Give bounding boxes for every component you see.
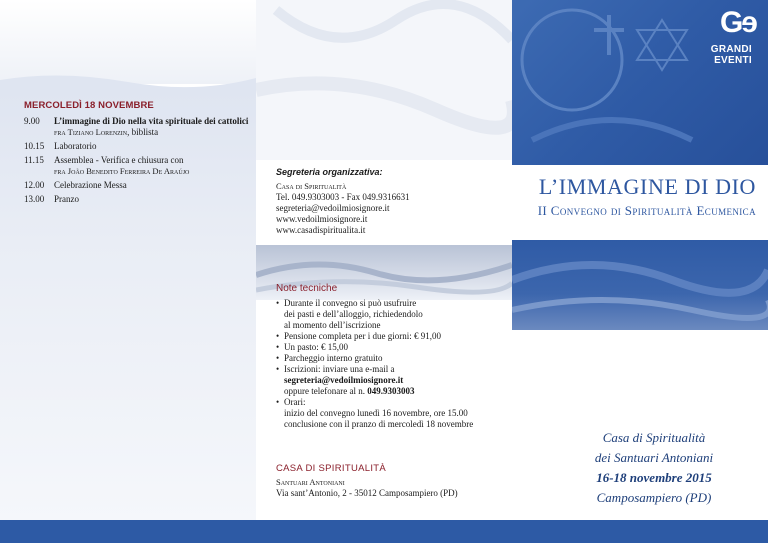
- notes-title: Note tecniche: [276, 283, 338, 294]
- segreteria-email[interactable]: segreteria@vedoilmiosignore.it: [276, 203, 390, 213]
- footer-band: [0, 520, 768, 543]
- event-info: [554, 428, 754, 508]
- casa-address-block: [276, 477, 458, 499]
- schedule-row: [24, 116, 249, 138]
- logo-line-1: GRANDI: [710, 44, 752, 55]
- middle-panel: [256, 0, 512, 520]
- schedule-row: [24, 141, 249, 152]
- schedule-row: [24, 194, 249, 205]
- info-venue: Casa di Spiritualità: [602, 430, 706, 445]
- right-band-decoration: [512, 240, 768, 330]
- note-item: • Un pasto: € 15,00: [276, 342, 506, 353]
- event-title: L’IMMAGINE DI DIO: [538, 174, 756, 199]
- segreteria-web-1[interactable]: www.vedoilmiosignore.it: [276, 214, 368, 224]
- info-venue-sub: dei Santuari Antoniani: [594, 450, 714, 465]
- info-location: Camposampiero (PD): [596, 490, 712, 505]
- segreteria-name: Casa di Spiritualità: [276, 181, 347, 191]
- schedule-time: 11.15: [24, 155, 44, 165]
- schedule-text: Celebrazione Messa: [54, 180, 127, 190]
- schedule-row: [24, 155, 249, 177]
- schedule-text: Laboratorio: [54, 141, 97, 151]
- schedule-speaker: fra Tiziano Lorenzin: [54, 127, 128, 137]
- day-title: MERCOLEDÌ 18 NOVEMBRE: [24, 100, 154, 111]
- schedule-text: L’immagine di Dio nella vita spirituale dei cattolici: [54, 116, 249, 126]
- schedule-speaker: fra João Benedito Ferreira De Araújo: [54, 166, 190, 176]
- note-item: • Pensione completa per i due giorni: € 91,00: [276, 331, 506, 342]
- schedule-list: [24, 116, 249, 208]
- schedule-time: 9.00: [24, 116, 40, 126]
- middle-watermark-decoration: [256, 0, 512, 160]
- note-item: • Iscrizioni: inviare una e-mail a segreteria@vedoilmiosignore.it oppure telefonare al n. 049.9303003: [276, 364, 506, 397]
- event-subtitle: II Convegno di Spiritualità Ecumenica: [537, 203, 756, 218]
- schedule-time: 10.15: [24, 141, 45, 151]
- hero-image: [512, 0, 768, 165]
- schedule-text: Pranzo: [54, 194, 79, 204]
- middle-top-area: [256, 0, 512, 160]
- schedule-section: [0, 92, 256, 520]
- casa-address: Via sant’Antonio, 2 - 35012 Camposampiero (PD): [276, 488, 458, 498]
- logo-line-2: EVENTI: [714, 55, 752, 66]
- logo-letters: Gɘ: [719, 6, 756, 39]
- notes-phone: 049.9303003: [367, 386, 415, 396]
- schedule-time: 13.00: [24, 194, 45, 204]
- notes-email[interactable]: segreteria@vedoilmiosignore.it: [284, 375, 404, 385]
- schedule-row: [24, 180, 249, 191]
- schedule-time: 12.00: [24, 180, 45, 190]
- info-dates: 16-18 novembre 2015: [596, 470, 712, 485]
- schedule-role: , biblista: [127, 127, 159, 137]
- schedule-text: Assemblea - Verifica e chiusura con: [54, 155, 184, 165]
- note-item: • Parcheggio interno gratuito: [276, 353, 506, 364]
- note-item: • Orari: inizio del convegno lunedì 16 novembre, ore 15.00 conclusione con il pranzo di mercoledì 18 novembre: [276, 397, 506, 430]
- notes-list: [276, 298, 506, 430]
- note-item: • Durante il convegno si può usufruire dei pasti e dell’alloggio, richiedendolo al momento dell’iscrizione: [276, 298, 506, 331]
- right-panel: [512, 0, 768, 520]
- segreteria-phone: Tel. 049.9303003 - Fax 049.9316631: [276, 192, 410, 202]
- segreteria-web-2[interactable]: www.casadispiritualita.it: [276, 225, 366, 235]
- casa-name: Santuari Antoniani: [276, 477, 345, 487]
- segreteria-contact: [276, 181, 410, 236]
- right-band-pattern: [512, 240, 768, 330]
- segreteria-label: Segreteria organizzativa:: [276, 167, 383, 177]
- casa-title: CASA DI SPIRITUALITÀ: [276, 463, 386, 474]
- left-panel: [0, 0, 256, 520]
- grandi-eventi-logo: [694, 6, 756, 76]
